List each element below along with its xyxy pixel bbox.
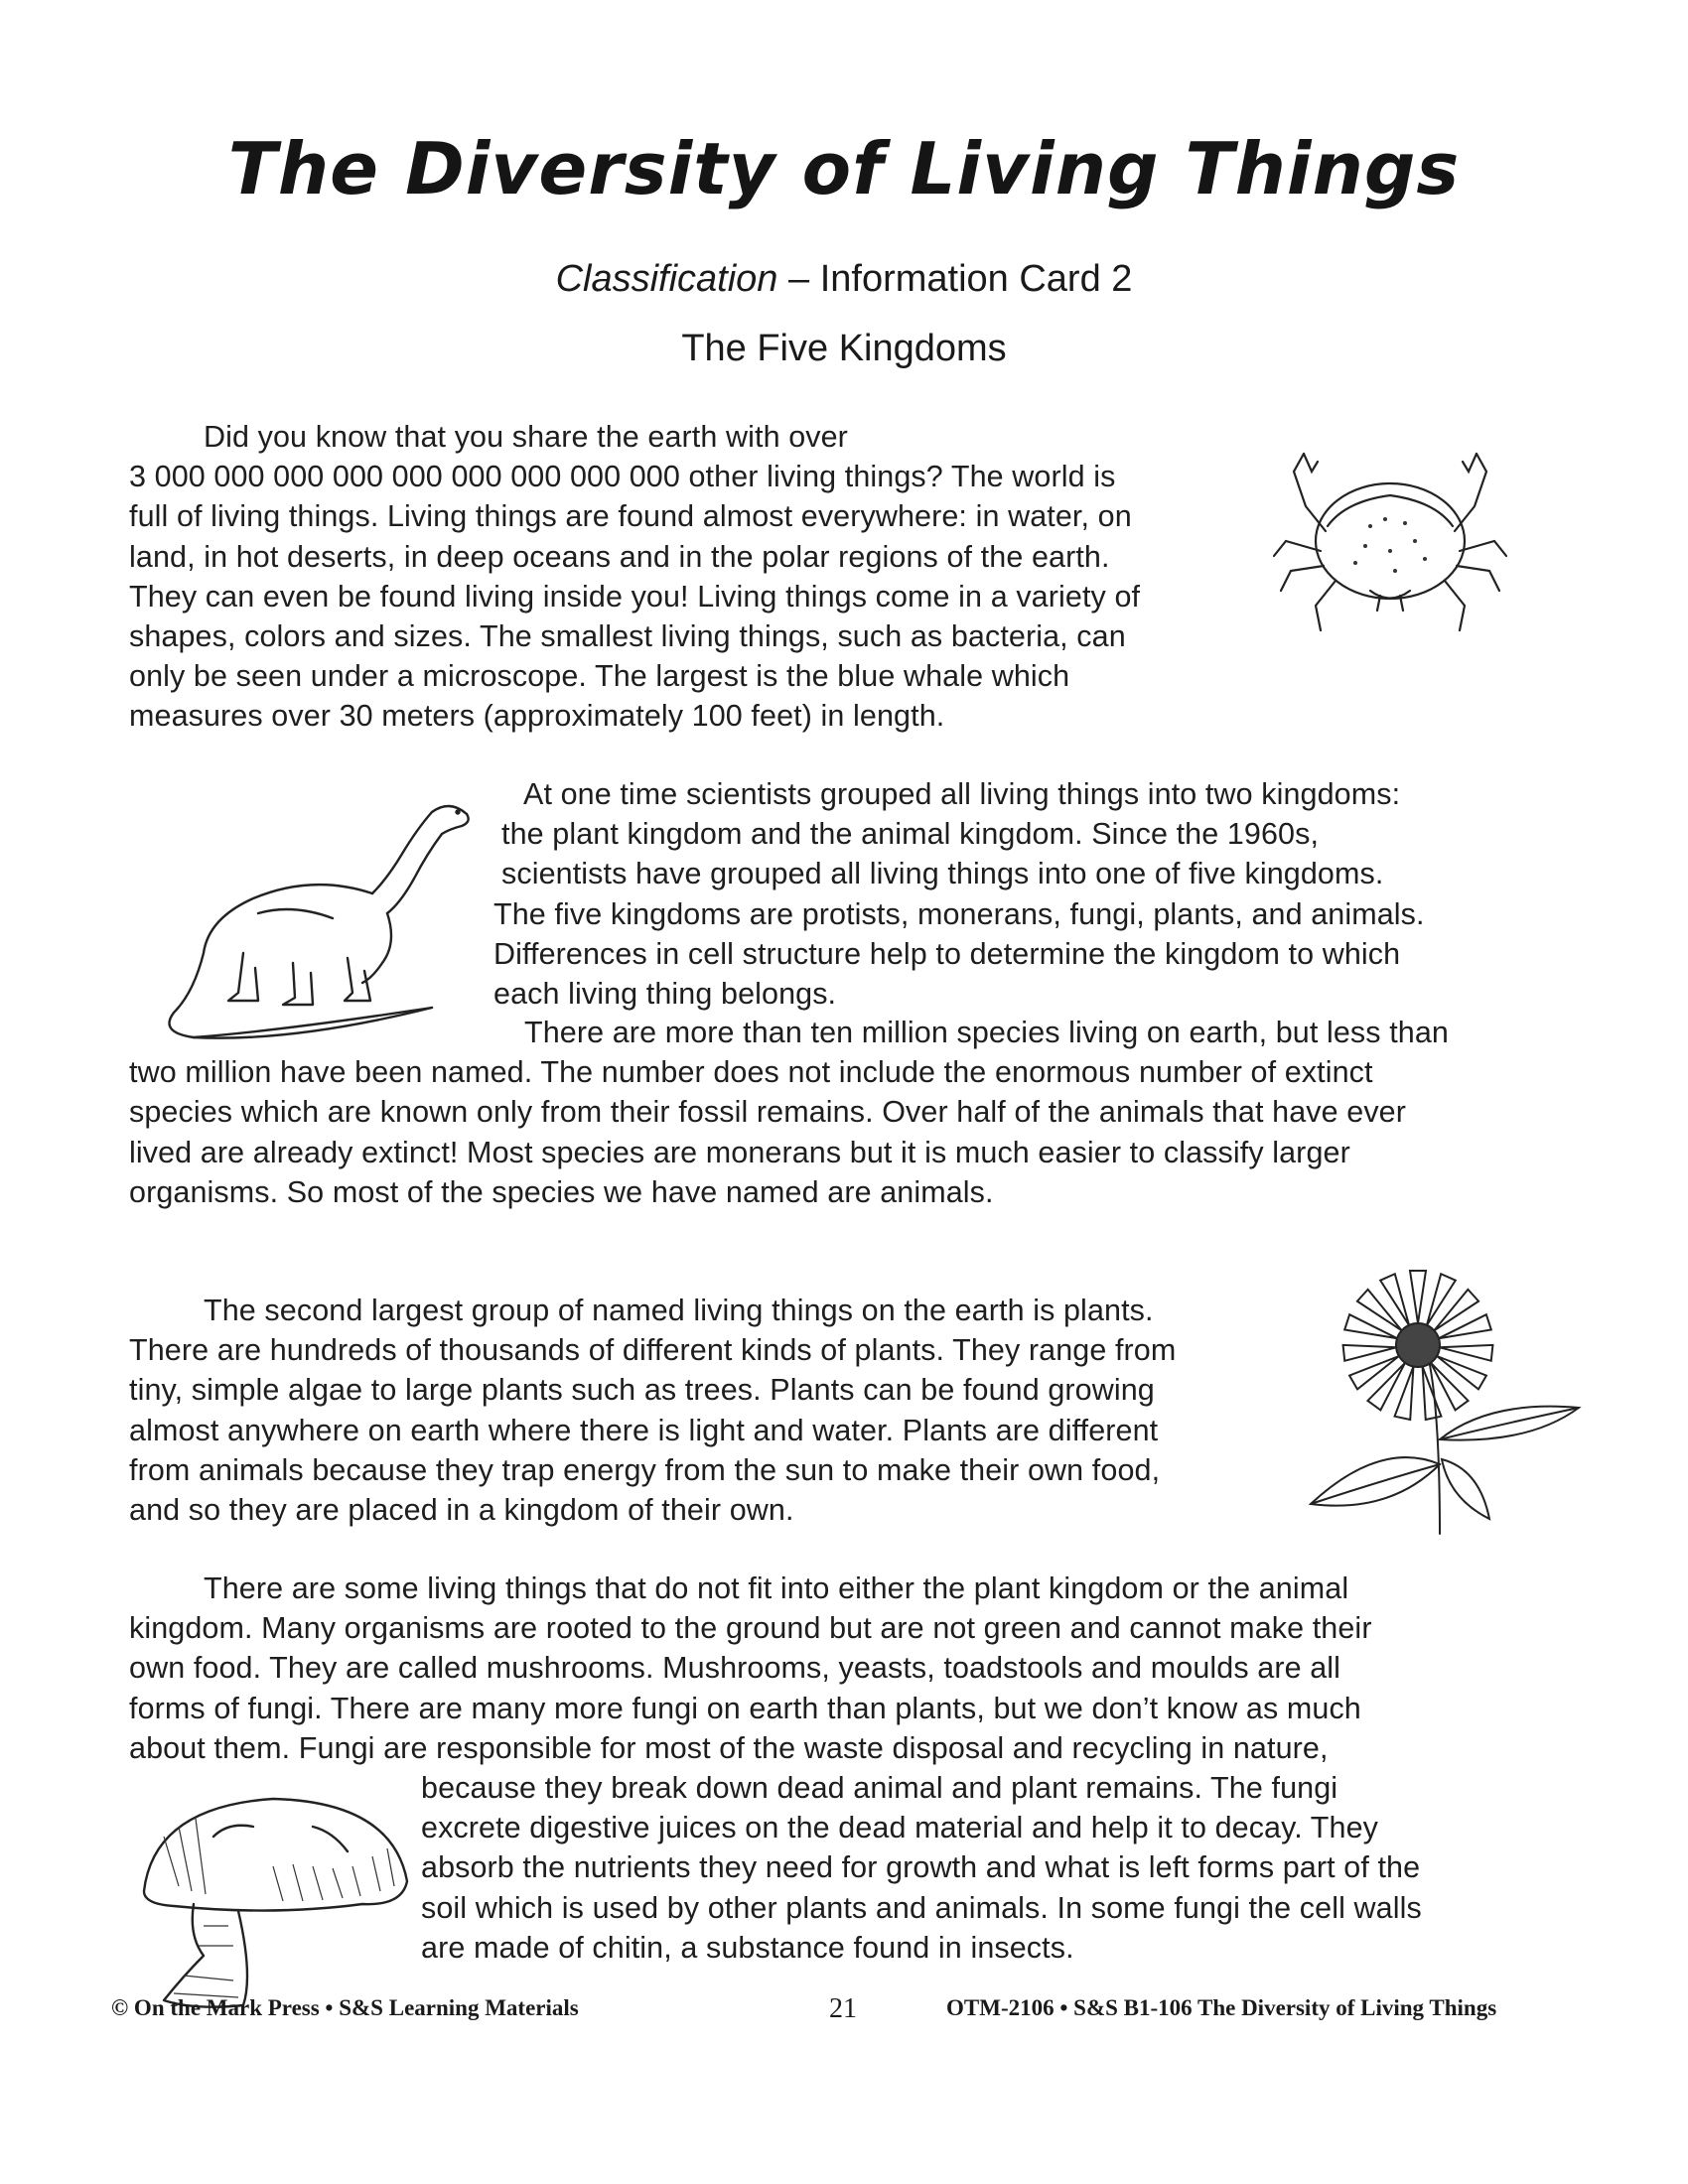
page-number: 21 (829, 1993, 857, 2024)
text-line: At one time scientists grouped all living things into two kingdoms: (523, 777, 1401, 811)
text-line: Did you know that you share the earth with over (204, 420, 848, 454)
text-line: each living thing belongs. (493, 977, 837, 1012)
sunflower-illustration (1291, 1261, 1599, 1539)
text-line: excrete digestive juices on the dead material and help it to decay. They (421, 1811, 1379, 1845)
footer-right: OTM-2106 • S&S B1-106 The Diversity of Living Things (946, 1995, 1497, 2020)
text-line: There are some living things that do not fit into either the plant kingdom or the animal (204, 1571, 1349, 1605)
text-line: The second largest group of named living things on the earth is plants. (204, 1294, 1154, 1327)
subtitle-rest: – Information Card 2 (777, 258, 1133, 300)
text-line: only be seen under a microscope. The largest is the blue whale which (129, 659, 1070, 694)
mushroom-illustration (134, 1777, 422, 2025)
text-line: organisms. So most of the species we have named are animals. (129, 1174, 994, 1209)
text-line: The five kingdoms are protists, monerans, fungi, plants, and animals. (493, 896, 1425, 931)
section-title: The Five Kingdoms (681, 328, 1007, 369)
text-line: kingdom. Many organisms are rooted to the ground but are not green and cannot make their (129, 1611, 1372, 1646)
text-line: full of living things. Living things are found almost everywhere: in water, on (129, 499, 1132, 534)
text-line: There are more than ten million species living on earth, but less than (524, 1016, 1449, 1049)
text-line: about them. Fungi are responsible for most of the waste disposal and recycling in nature, (129, 1730, 1329, 1765)
text-line: the plant kingdom and the animal kingdom. Since the 1960s, (501, 817, 1320, 852)
paragraph-4 (129, 1291, 1176, 1530)
text-line: 3 000 000 000 000 000 000 000 000 000 other living things? The world is (129, 460, 1116, 494)
text-line: two million have been named. The number does not include the enormous number of extinct (129, 1055, 1373, 1090)
text-line: Differences in cell structure help to determine the kingdom to which (493, 936, 1401, 971)
paragraph-1 (129, 417, 1140, 737)
footer-left: © On the Mark Press • S&S Learning Materials (111, 1995, 579, 2020)
paragraph-6 (421, 1768, 1422, 1968)
text-line: own food. They are called mushrooms. Mushrooms, yeasts, toadstools and moulds are all (129, 1651, 1341, 1686)
text-line: soil which is used by other plants and animals. In some fungi the cell walls (421, 1890, 1422, 1925)
text-line: They can even be found living inside you! Living things come in a variety of (129, 579, 1141, 614)
paragraph-2 (493, 774, 1425, 1014)
text-line: lived are already extinct! Most species are monerans but it is much easier to classify larger (129, 1135, 1350, 1169)
text-line: forms of fungi. There are many more fungi on earth than plants, but we don’t know as much (129, 1691, 1361, 1725)
text-line: tiny, simple algae to large plants such as trees. Plants can be found growing (129, 1373, 1155, 1408)
text-line: scientists have grouped all living things into one of five kingdoms. (501, 857, 1384, 891)
text-line: absorb the nutrients they need for growth and what is left forms part of the (421, 1850, 1421, 1885)
text-line: There are hundreds of thousands of different kinds of plants. They range from (129, 1333, 1177, 1368)
paragraph-5 (129, 1569, 1372, 1768)
text-line: land, in hot deserts, in deep oceans and in the polar regions of the earth. (129, 539, 1110, 574)
text-line: almost anywhere on earth where there is light and water. Plants are different (129, 1413, 1159, 1447)
text-line: measures over 30 meters (approximately 100 feet) in length. (129, 699, 945, 734)
page-title: The Diversity of Living Things (227, 127, 1461, 210)
crab-illustration (1266, 432, 1514, 645)
text-line: shapes, colors and sizes. The smallest living things, such as bacteria, can (129, 619, 1126, 654)
subtitle-italic: Classification (555, 258, 778, 300)
text-line: from animals because they trap energy from the sun to make their own food, (129, 1452, 1161, 1487)
dinosaur-illustration (134, 794, 492, 1052)
text-line: species which are known only from their fossil remains. Over half of the animals that have ever (129, 1095, 1406, 1130)
text-line: and so they are placed in a kingdom of their own. (129, 1493, 794, 1528)
text-line: because they break down dead animal and plant remains. The fungi (421, 1771, 1338, 1805)
card-subtitle (0, 258, 1688, 301)
text-line: are made of chitin, a substance found in insects. (421, 1930, 1074, 1965)
